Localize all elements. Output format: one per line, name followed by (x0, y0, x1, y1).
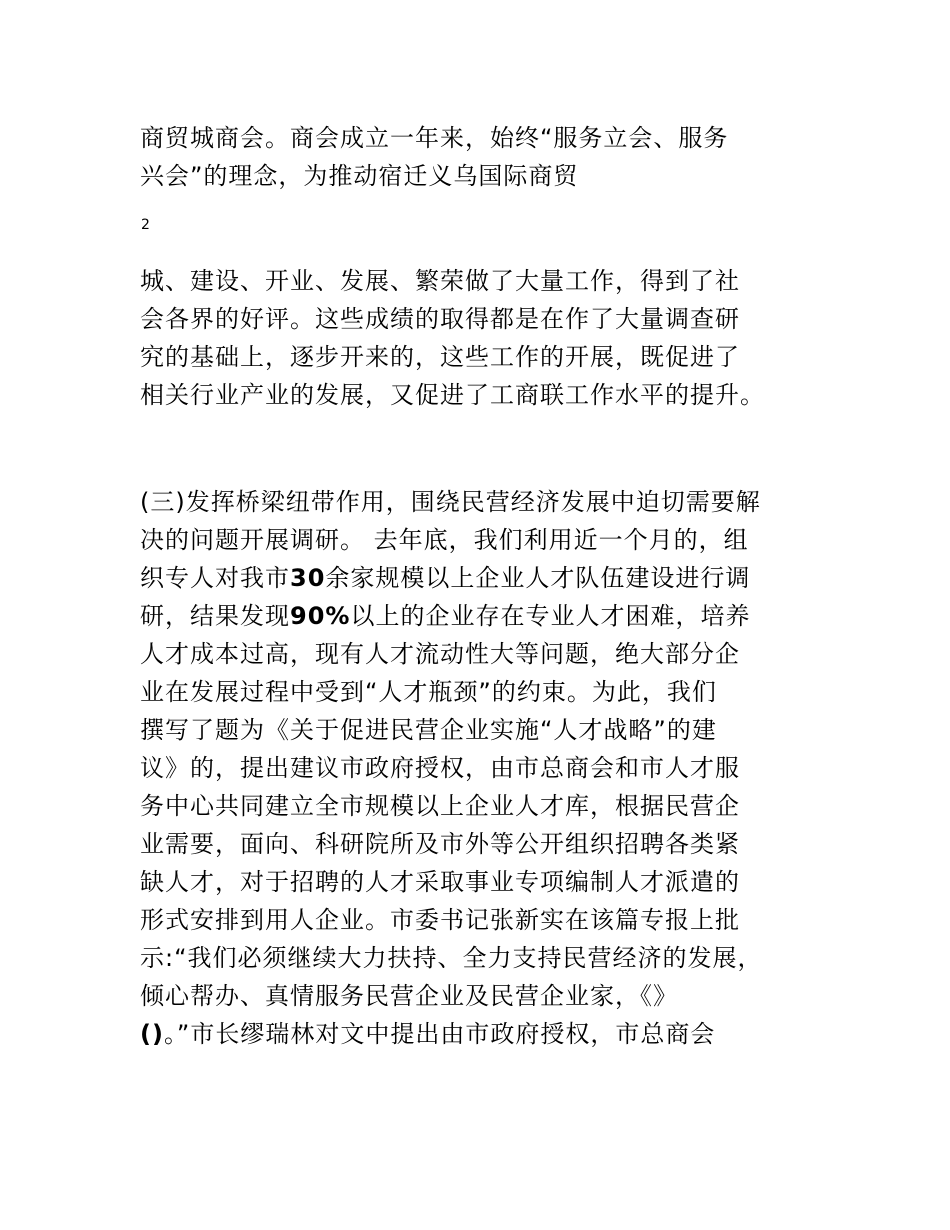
text-line: 城、建设、开业、发展、繁荣做了大量工作，得到了社 (140, 267, 740, 295)
text-segment: 余家规模以上企业人才队伍建设进行调 (325, 564, 751, 592)
text-segment: 研，结果发现 (140, 602, 290, 630)
paragraph-1 (140, 119, 830, 195)
text-segment: 以上的企业存在专业人才困难，培养 (350, 602, 751, 630)
text-line: 兴会”的理念，为推动宿迁义乌国际商贸 (140, 162, 579, 190)
text-line: 倾心帮办、真情服务民营企业及民营企业家，《》 (140, 982, 678, 1010)
text-segment: 织专人对我市 (140, 564, 290, 592)
text-line-with-number (140, 559, 830, 597)
text-line: 缺人才，对于招聘的人才采取事业专项编制人才派遣的 (140, 868, 740, 896)
text-line: 业在发展过程中受到“人才瓶颈”的约束。为此，我们 (140, 678, 717, 706)
paragraph-2 (140, 262, 830, 414)
text-line: 决的问题开展调研。 去年底，我们利用近一个月的，组 (140, 526, 749, 554)
text-line: 业需要，面向、科研院所及市外等公开组织招聘各类紧 (140, 830, 740, 858)
text-line: 撰写了题为《关于促进民营企业实施“人才战略”的建 (140, 716, 717, 744)
bold-number: 90% (290, 602, 351, 630)
text-line: 示:“我们必须继续大力扶持、全力支持民营经济的发展， (140, 944, 763, 972)
text-line: 人才成本过高，现有人才流动性大等问题，绝大部分企 (140, 640, 740, 668)
section-heading-line: (三)发挥桥梁纽带作用，围绕民营经济发展中迫切需要解 (140, 488, 761, 516)
text-segment: 。”市长缪瑞林对文中提出由市政府授权，市总商会 (163, 1020, 716, 1048)
text-line: 相关行业产业的发展，又促进了工商联工作水平的提升。 (140, 381, 765, 409)
page-number: 2 (141, 217, 150, 233)
bold-number: 30 (290, 564, 326, 592)
text-line: 议》的，提出建议市政府授权，由市总商会和市人才服 (140, 754, 740, 782)
text-line-with-bold (140, 1015, 830, 1053)
text-line: 形式安排到用人企业。市委书记张新实在该篇专报上批 (140, 906, 740, 934)
paragraph-3-section-heading (140, 483, 830, 1053)
text-line: 务中心共同建立全市规模以上企业人才库，根据民营企 (140, 792, 740, 820)
text-line: 商贸城商会。商会成立一年来，始终“服务立会、服务 (140, 124, 729, 152)
text-line: 究的基础上，逐步开来的，这些工作的开展，既促进了 (140, 343, 740, 371)
text-line: 会各界的好评。这些成绩的取得都是在作了大量调查研 (140, 305, 740, 333)
text-line-with-number (140, 597, 830, 635)
bold-parentheses: () (140, 1020, 164, 1048)
